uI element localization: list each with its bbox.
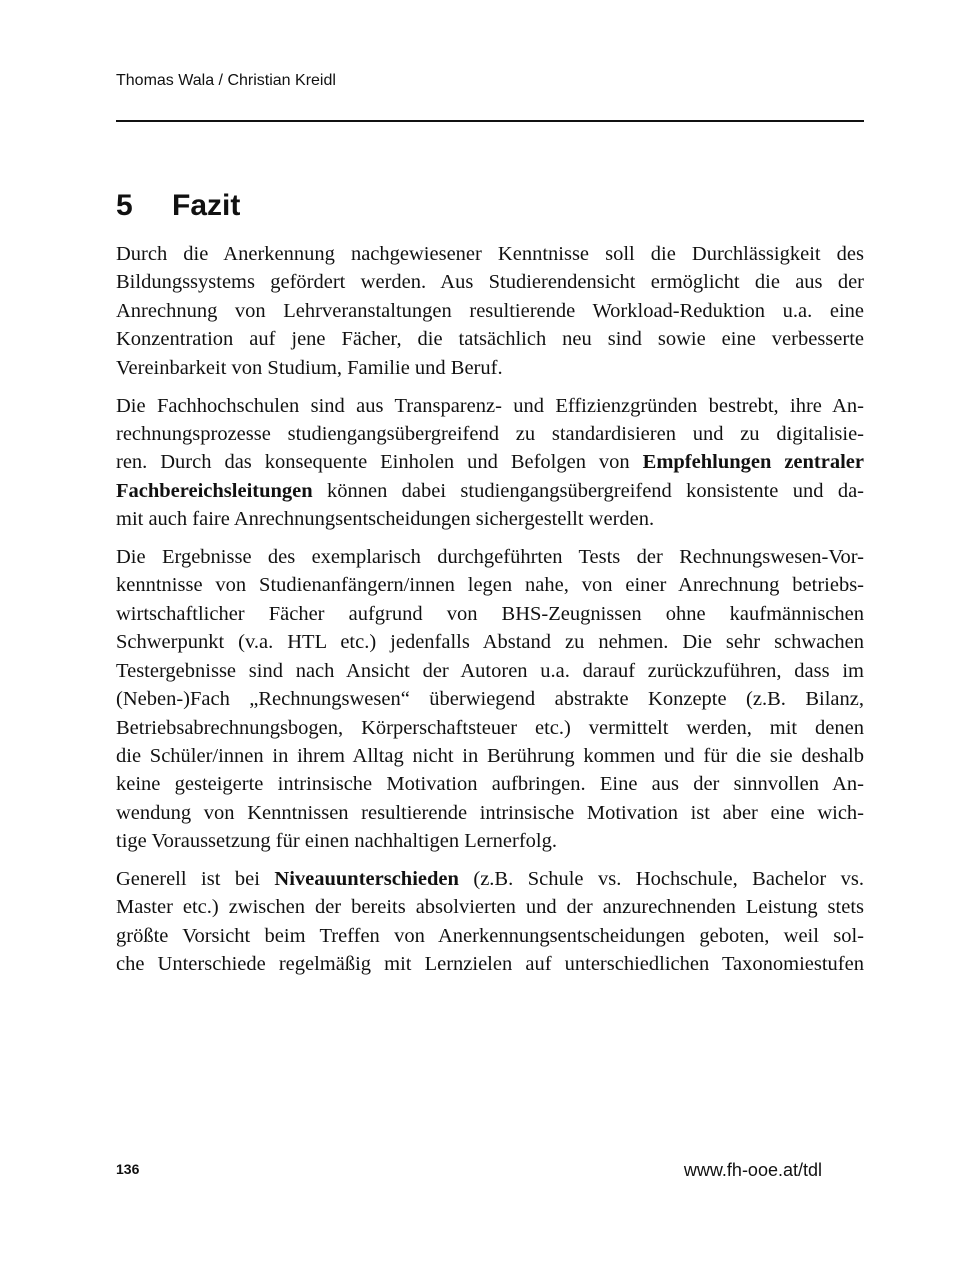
- text-line: kenntnisse von Studienanfängern/innen legen nahe, von einer Anrechnung betriebs-: [116, 574, 864, 597]
- paragraph-4: [116, 865, 864, 979]
- text-line: Master etc.) zwischen der bereits absolvierten und der anzurechnenden Leistung stets: [116, 896, 864, 919]
- text-line: wendung von Kenntnissen resultierende intrinsische Motivation ist aber eine wich-: [116, 801, 864, 824]
- text-line: [116, 865, 864, 893]
- text-line: tige Voraussetzung für einen nachhaltigen Lernerfolg.: [116, 830, 557, 853]
- text-line: die Schüler/innen in ihrem Alltag nicht in Berührung kommen und für die sie deshalb: [116, 744, 864, 767]
- header-rule: [116, 120, 864, 122]
- section-heading: [116, 186, 240, 226]
- text-line: Die Fachhochschulen sind aus Transparenz- und Effizienzgründen bestrebt, ihre An-: [116, 394, 864, 417]
- text-line: rechnungsprozesse studiengangsübergreifend zu standardisieren und zu digitalisie-: [116, 422, 864, 445]
- text-run: ren. Durch das konsequente Einholen und Befolgen von: [116, 451, 643, 474]
- text-run: (z.B. Schule vs. Hochschule, Bachelor vs.: [458, 868, 864, 891]
- text-line: Durch die Anerkennung nachgewiesener Kenntnisse soll die Durchlässigkeit des: [116, 243, 864, 265]
- text-line: Die Ergebnisse des exemplarisch durchgeführten Tests der Rechnungswesen-Vor-: [116, 546, 864, 569]
- text-line: größte Vorsicht beim Treffen von Anerkennungsentscheidungen geboten, weil sol-: [116, 924, 864, 947]
- text-run: können dabei studiengangsübergreifend konsistente und da-: [312, 479, 864, 502]
- text-line: Testergebnisse sind nach Ansicht der Autoren u.a. darauf zurückzuführen, dass im: [116, 659, 864, 682]
- body-text: [116, 240, 864, 988]
- text-run: Generell ist bei: [116, 868, 275, 891]
- text-line: Konzentration auf jene Fächer, die tatsächlich neu sind sowie eine verbesserte: [116, 328, 864, 351]
- page-number: 136: [116, 1161, 140, 1177]
- text-line: keine gesteigerte intrinsische Motivation aufbringen. Eine aus der sinnvollen An-: [116, 773, 864, 796]
- text-line: Bildungssystems gefördert werden. Aus Studierendensicht ermöglicht die aus der: [116, 271, 864, 294]
- running-header-authors: Thomas Wala / Christian Kreidl: [116, 72, 336, 89]
- text-line: che Unterschiede regelmäßig mit Lernzielen auf unterschiedlichen Taxonomiestufen: [116, 953, 864, 976]
- text-line: (Neben-)Fach „Rechnungswesen“ überwiegend abstrakte Konzepte (z.B. Bilanz,: [116, 688, 864, 711]
- text-line: Vereinbarkeit von Studium, Familie und Beruf.: [116, 356, 503, 379]
- bold-term-empfehlungen: Empfehlungen zentraler: [642, 451, 864, 474]
- paragraph-1: [116, 240, 864, 382]
- footer-url: www.fh-ooe.at/tdl: [683, 1160, 822, 1180]
- text-line: wirtschaftlicher Fächer aufgrund von BHS-Zeugnissen ohne kaufmännischen: [116, 602, 864, 625]
- text-line: Betriebsabrechnungsbogen, Körperschaftsteuer etc.) vermittelt werden, mit denen: [116, 716, 864, 739]
- text-line: [116, 448, 864, 476]
- text-line: Schwerpunkt (v.a. HTL etc.) jedenfalls Abstand zu nehmen. Die sehr schwachen: [116, 631, 864, 654]
- section-title: Fazit: [172, 189, 241, 222]
- text-line: mit auch faire Anrechnungsentscheidungen sichergestellt werden.: [116, 508, 655, 531]
- section-number: 5: [116, 189, 133, 222]
- text-line: Anrechnung von Lehrveranstaltungen resultierende Workload-Reduktion u.a. eine: [116, 299, 864, 322]
- bold-term-niveauunterschieden: Niveauunterschieden: [274, 868, 459, 891]
- paragraph-3: [116, 543, 864, 855]
- paragraph-2: [116, 392, 864, 534]
- text-line: [116, 477, 864, 505]
- bold-term-fachbereichsleitungen: Fachbereichsleitungen: [116, 479, 313, 502]
